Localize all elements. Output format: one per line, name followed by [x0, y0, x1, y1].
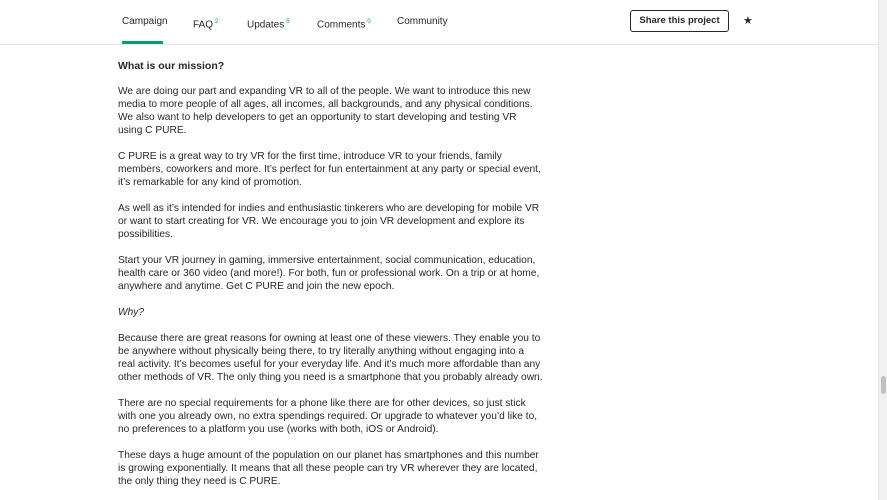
scrollbar-thumb[interactable] — [881, 376, 886, 394]
story-paragraph: C PURE is a great way to try VR for the first time, introduce VR to your friends, family members, coworkers and more. It’s perfect for fun entertainment at any party or special event, it’s remarkable for any kind of promotion. — [118, 151, 541, 188]
star-icon[interactable]: ★ — [743, 15, 753, 27]
tab-updates-label: Updates — [247, 19, 285, 31]
tab-community[interactable] — [397, 0, 448, 44]
project-nav-bar — [0, 0, 878, 45]
story-paragraph: Start your VR journey in gaming, immersive entertainment, social communication, education, health care or 360 video (and more!). For both, fun or professional work. On a trip or at home, anywhere and anytime. Get C PURE and join the new epoch. — [118, 255, 540, 292]
tab-faq-count: 2 — [215, 19, 219, 25]
tab-community-label: Community — [397, 16, 448, 27]
story-paragraph: Because there are great reasons for owning at least one of these viewers. They enable you to be anywhere without physically being there, to try literally anything without engaging into a real activity. It’s becomes useful for your everyday life. And it’s much more affordable than any other methods of VR. The only thing you need is a smartphone that you probably already own. — [118, 333, 543, 383]
story-paragraph: These days a huge amount of the population on our planet has smartphones and this number is growing exponentially. It means that all these people can try VR wherever they are located, the only thing they need is C PURE. — [118, 450, 539, 487]
tab-comments-count: 0 — [367, 19, 371, 25]
tab-faq-label: FAQ — [193, 19, 214, 31]
tab-updates-count: 5 — [286, 19, 290, 25]
page-scrollbar[interactable] — [878, 0, 887, 500]
story-paragraph: There are no special requirements for a phone like there are for other devices, so just stick with one you already own, no extra spendings required. Or upgrade to whatever you’d like to, no preferences to a platform you use (works with both, iOS or Android). — [118, 398, 538, 435]
tab-comments[interactable] — [317, 0, 371, 44]
tab-comments-label: Comments — [317, 19, 366, 31]
why-subheading: Why? — [118, 307, 145, 318]
tab-campaign[interactable] — [122, 0, 168, 44]
story-paragraph: As well as it’s intended for indies and enthusiastic tinkerers who are developing for mobile VR or want to start creating for VR. We encourage you to join VR development and explore its possibilities. — [118, 203, 540, 240]
active-tab-indicator — [122, 41, 163, 44]
tab-faq[interactable] — [193, 0, 218, 44]
story-paragraph: We are doing our part and expanding VR to all of the people. We want to introduce this new media to more people of all ages, all incomes, all backgrounds, and any physical conditions. We also want to help developers to get an opportunity to start developing and testing VR using C PURE. — [118, 86, 533, 136]
tab-updates[interactable] — [247, 0, 290, 44]
campaign-story — [118, 59, 543, 500]
mission-heading: What is our mission? — [118, 60, 225, 72]
share-project-button[interactable]: Share this project — [630, 10, 729, 32]
tab-campaign-label: Campaign — [122, 16, 168, 27]
